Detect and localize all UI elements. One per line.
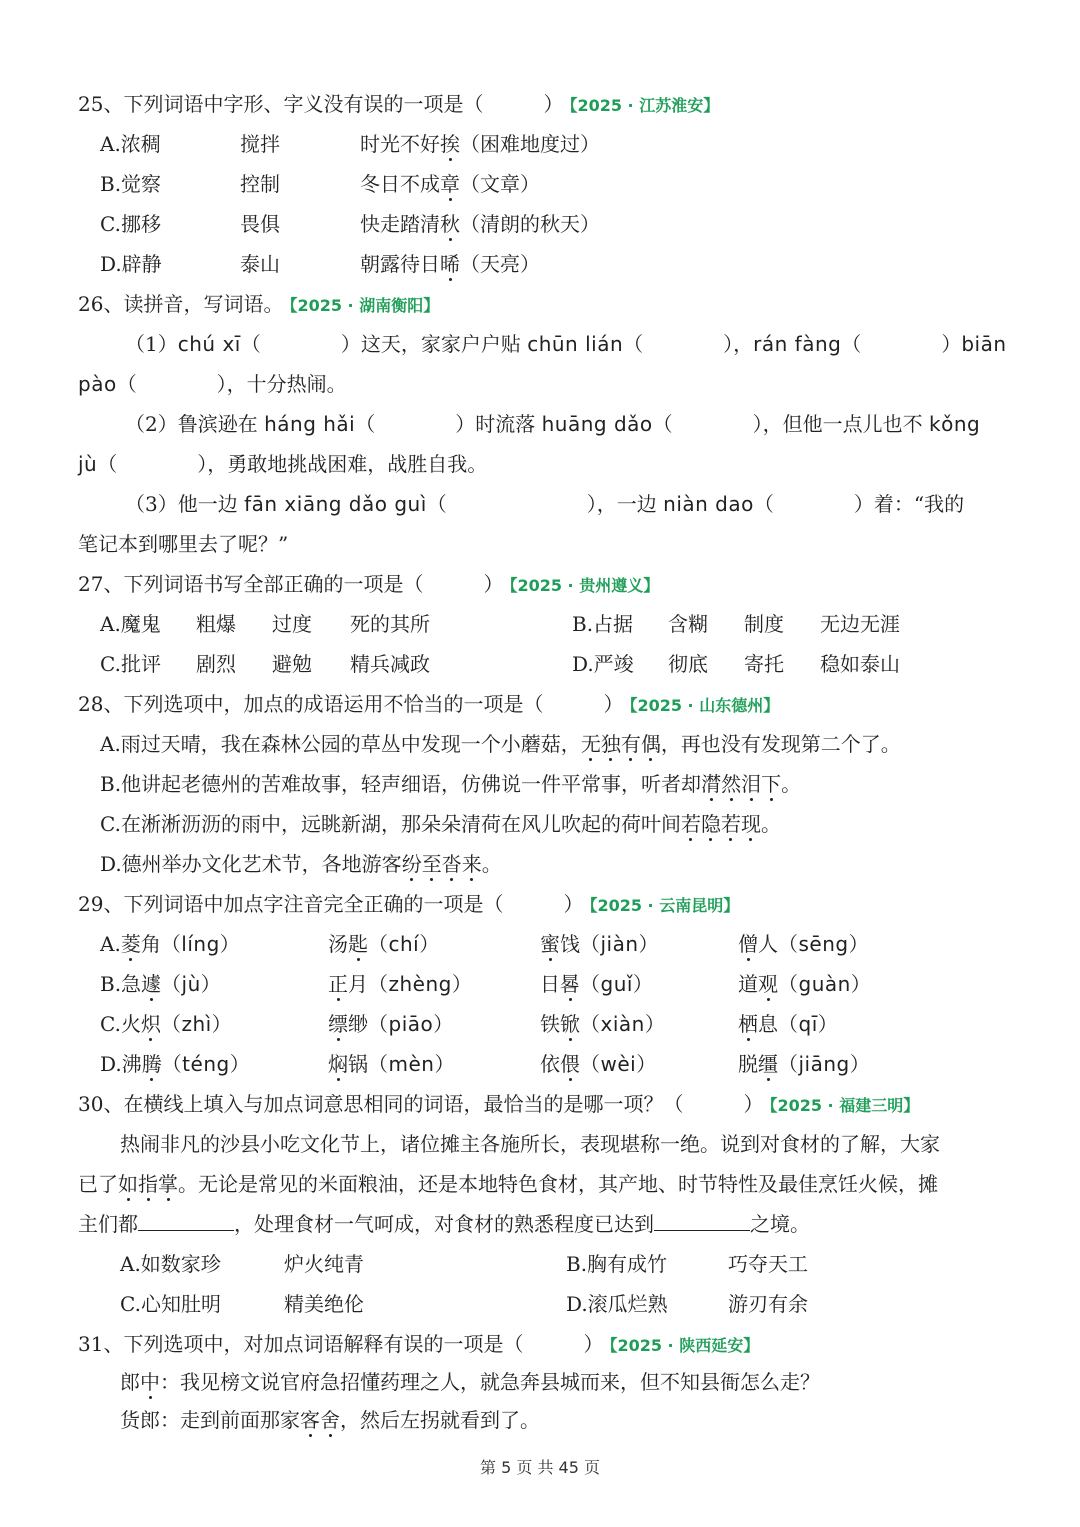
q29-item: A.菱角（líng） xyxy=(100,932,241,956)
q29-stem: 29、下列词语中加点字注音完全正确的一项是（ ） 【2025 · 云南昆明】 xyxy=(78,892,740,916)
q29-item: 正月（zhèng） xyxy=(328,972,473,996)
q29-item: 依偎（wèi） xyxy=(540,1052,657,1076)
page-footer: 第 5 页 共 45 页 xyxy=(480,1458,600,1477)
q26-line-1: （1）chú xī（ ）这天，家家户户贴 chūn lián（ ），rán fàng（ ）biān xyxy=(125,332,1007,356)
q26-line-4: jù（ ），勇敢地挑战困难，战胜自我。 xyxy=(78,452,488,476)
q29-item: 蜜饯（jiàn） xyxy=(540,932,660,956)
q29-item: B.急遽（jù） xyxy=(100,972,222,996)
q29-item: D.沸腾（téng） xyxy=(100,1052,251,1076)
q26-line-5: （3）他一边 fān xiāng dǎo guì（ ），一边 niàn dao（ ）着：“我的 xyxy=(125,492,965,516)
q31-line-1: 郎中：我见榜文说官府急招懂药理之人，就急奔县城而来，但不知县衙怎么走？ xyxy=(120,1370,820,1394)
q27-stem: 27、下列词语书写全部正确的一项是（ ） 【2025 · 贵州遵义】 xyxy=(78,572,660,596)
q28-option-d: D.德州举办文化艺术节，各地游客纷至沓来。 xyxy=(100,852,502,876)
q31-source: 【2025 · 陕西延安】 xyxy=(609,1336,760,1355)
q29-item: 缥缈（piāo） xyxy=(328,1012,454,1036)
q29-item: 日晷（guǐ） xyxy=(540,972,654,996)
dotted-phrase: 如指掌 xyxy=(118,1172,178,1196)
q29-item: C.火炽（zhì） xyxy=(100,1012,233,1036)
q29-source: 【2025 · 云南昆明】 xyxy=(589,896,740,915)
dotted-phrase: 无独有偶 xyxy=(580,732,661,756)
dotted-phrase: 纷至沓来 xyxy=(401,852,482,876)
q26-line-3: （2）鲁滨逊在 háng hǎi（ ）时流落 huāng dǎo（ ），但他一点儿也不 kǒng xyxy=(125,412,981,436)
q29-item: 铁锨（xiàn） xyxy=(540,1012,666,1036)
blank-line[interactable] xyxy=(654,1210,750,1231)
q30-paragraph-2: 已了如指掌。无论是常见的米面粮油，还是本地特色食材，其产地、时节特性及最佳烹饪火候，摊 xyxy=(78,1172,938,1196)
q26-source: 【2025 · 湖南衡阳】 xyxy=(289,296,440,315)
q29-item: 焖锅（mèn） xyxy=(328,1052,455,1076)
q29-item: 道观（guàn） xyxy=(738,972,872,996)
q26-line-6: 笔记本到哪里去了呢？” xyxy=(78,532,289,556)
q28-option-a: A.雨过天晴，我在森林公园的草丛中发现一个小蘑菇，无独有偶，再也没有发现第二个了。 xyxy=(100,732,901,756)
q30-source: 【2025 · 福建三明】 xyxy=(769,1096,920,1115)
q28-option-c: C.在淅淅沥沥的雨中，远眺新湖，那朵朵清荷在风儿吹起的荷叶间若隐若现。 xyxy=(100,812,781,836)
q30-stem: 30、在横线上填入与加点词意思相同的词语，最恰当的是哪一项？（ ） 【2025 · 福建三明】 xyxy=(78,1092,920,1116)
q25-stem: 25、下列词语中字形、字义没有误的一项是（ ） 【2025 · 江苏淮安】 xyxy=(78,92,720,116)
dotted-phrase: 客舍 xyxy=(300,1408,340,1432)
q31-line-2: 货郎：走到前面那家客舍，然后左拐就看到了。 xyxy=(120,1408,540,1432)
q30-paragraph-3: 主们都 ，处理食材一气呵成，对食材的熟悉程度已达到 之境。 xyxy=(78,1212,810,1236)
q28-source: 【2025 · 山东德州】 xyxy=(629,696,780,715)
q29-item: 僧人（sēng） xyxy=(738,932,870,956)
dotted-phrase: 若隐若现 xyxy=(680,812,761,836)
q26-stem: 26、读拼音，写词语。 【2025 · 湖南衡阳】 xyxy=(78,292,440,316)
q29-item: 汤匙（chí） xyxy=(328,932,440,956)
q26-line-2: pào（ ），十分热闹。 xyxy=(78,372,347,396)
q30-paragraph-1: 热闹非凡的沙县小吃文化节上，诸位摊主各施所长，表现堪称一绝。说到对食材的了解，大家 xyxy=(120,1132,940,1156)
q29-item: 脱缰（jiāng） xyxy=(738,1052,871,1076)
blank-line[interactable] xyxy=(138,1210,234,1231)
q28-option-b: B.他讲起老德州的苦难故事，轻声细语，仿佛说一件平常事，听者却潸然泪下。 xyxy=(100,772,802,796)
q31-stem: 31、下列选项中，对加点词语解释有误的一项是（ ） 【2025 · 陕西延安】 xyxy=(78,1332,760,1356)
q29-item: 栖息（qī） xyxy=(738,1012,839,1036)
dotted-phrase: 潸然泪下 xyxy=(701,772,782,796)
q25-source: 【2025 · 江苏淮安】 xyxy=(569,96,720,115)
q27-source: 【2025 · 贵州遵义】 xyxy=(509,576,660,595)
q28-stem: 28、下列选项中，加点的成语运用不恰当的一项是（ ） 【2025 · 山东德州】 xyxy=(78,692,780,716)
